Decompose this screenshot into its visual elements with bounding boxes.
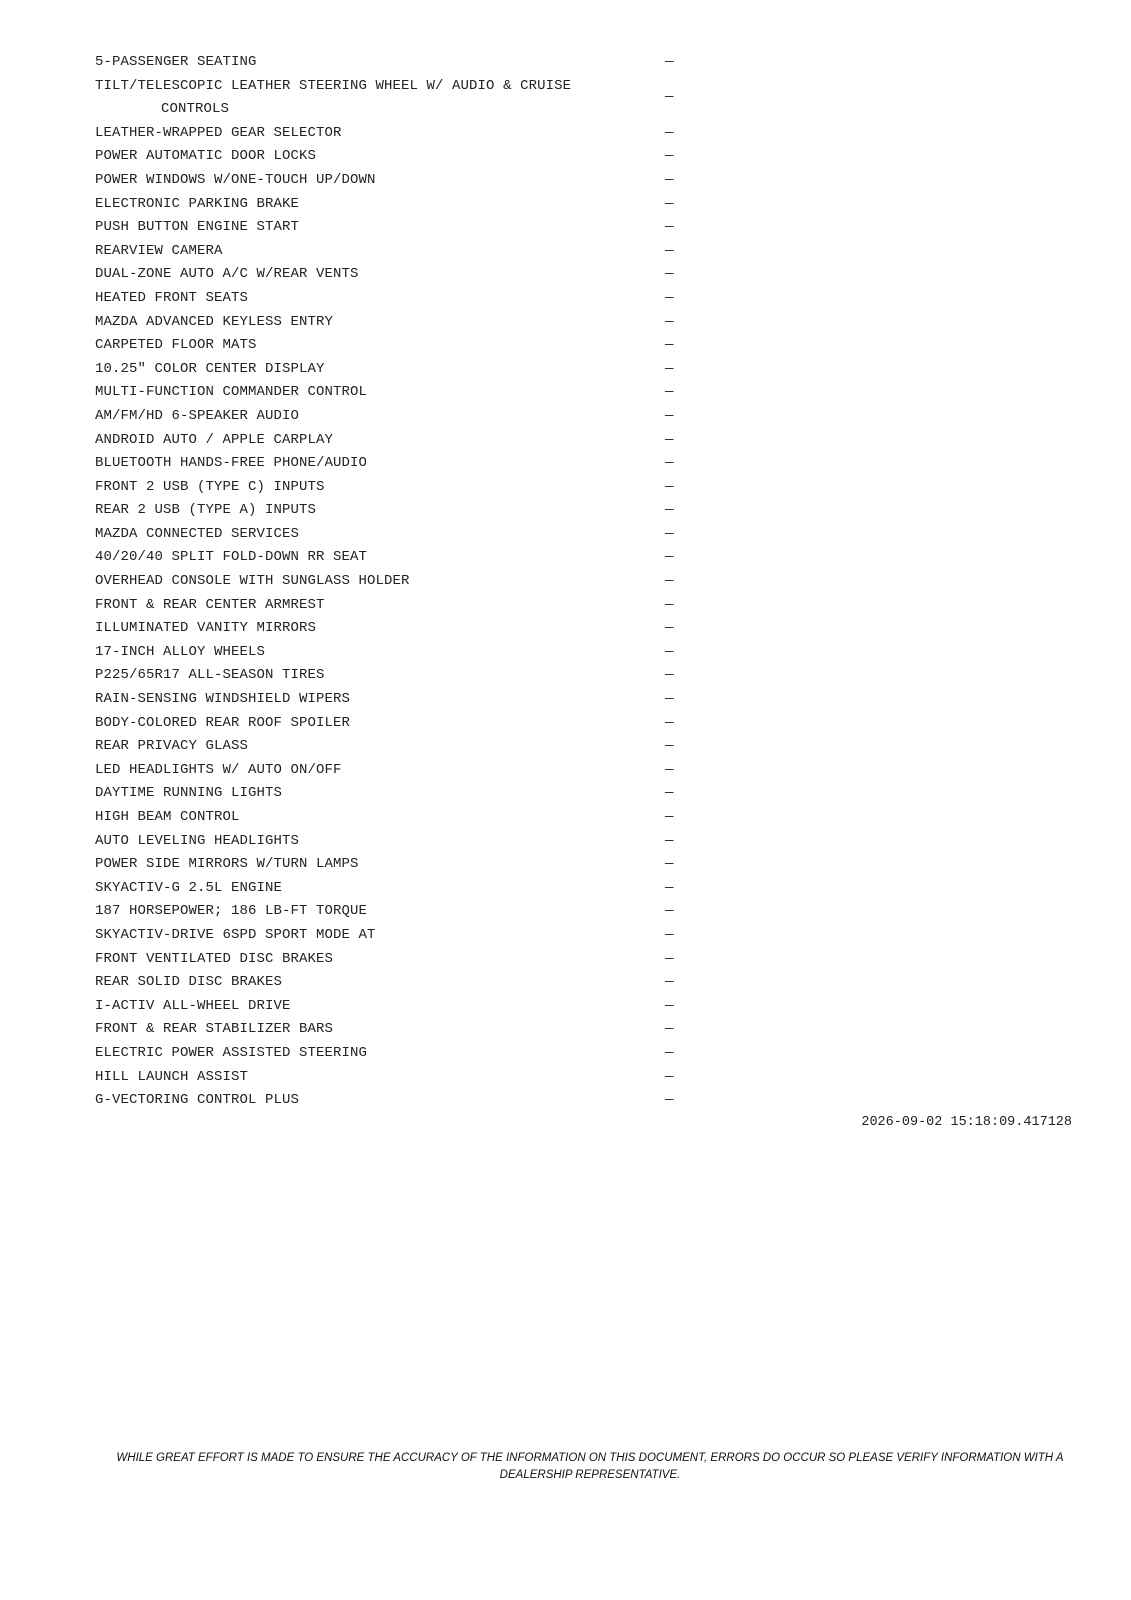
feature-row (95, 570, 695, 594)
feature-row (95, 51, 695, 75)
feature-name (95, 617, 665, 641)
feature-name (95, 782, 665, 806)
feature-row (95, 193, 695, 217)
feature-name (95, 570, 665, 594)
feature-name (95, 523, 665, 547)
feature-row (95, 311, 695, 335)
feature-row (95, 263, 695, 287)
feature-name (95, 145, 665, 169)
feature-name (95, 712, 665, 736)
feature-name (95, 546, 665, 570)
feature-name-text: I-ACTIV ALL-WHEEL DRIVE (95, 997, 291, 1014)
feature-row (95, 1066, 695, 1090)
feature-row (95, 971, 695, 995)
feature-name-text: AM/FM/HD 6-SPEAKER AUDIO (95, 407, 300, 424)
feature-value: — (665, 171, 674, 188)
feature-row (95, 735, 695, 759)
feature-row (95, 287, 695, 311)
feature-row (95, 499, 695, 523)
feature-name (95, 75, 665, 122)
feature-row (95, 75, 695, 122)
feature-name (95, 971, 665, 995)
feature-value: — (665, 691, 674, 708)
feature-value: — (665, 549, 674, 566)
feature-value: — (665, 879, 674, 896)
feature-row (95, 641, 695, 665)
feature-name (95, 240, 665, 264)
feature-value: — (665, 950, 674, 967)
feature-name-text: FRONT & REAR STABILIZER BARS (95, 1021, 334, 1038)
feature-row (95, 476, 695, 500)
feature-value: — (665, 1068, 674, 1085)
feature-value: — (665, 832, 674, 849)
feature-row (95, 1018, 695, 1042)
feature-value: — (665, 89, 674, 106)
feature-name (95, 806, 665, 830)
feature-row (95, 853, 695, 877)
feature-name-text: LEATHER-WRAPPED GEAR SELECTOR (95, 124, 342, 141)
feature-row (95, 1089, 695, 1113)
feature-name-text: AUTO LEVELING HEADLIGHTS (95, 832, 300, 849)
feature-value: — (665, 148, 674, 165)
feature-name-text: TILT/TELESCOPIC LEATHER STEERING WHEEL W/ AUDIO & CRUISE (95, 77, 572, 94)
feature-name (95, 405, 665, 429)
feature-row (95, 405, 695, 429)
feature-name (95, 641, 665, 665)
feature-name-text: 187 HORSEPOWER; 186 LB-FT TORQUE (95, 903, 368, 920)
feature-name-text: REAR SOLID DISC BRAKES (95, 974, 283, 991)
feature-name (95, 594, 665, 618)
feature-value: — (665, 1044, 674, 1061)
feature-name (95, 877, 665, 901)
feature-row (95, 452, 695, 476)
feature-name (95, 287, 665, 311)
feature-value: — (665, 219, 674, 236)
feature-name (95, 429, 665, 453)
feature-value: — (665, 455, 674, 472)
feature-row (95, 523, 695, 547)
feature-name-text: MULTI-FUNCTION COMMANDER CONTROL (95, 384, 368, 401)
feature-value: — (665, 997, 674, 1014)
feature-value: — (665, 502, 674, 519)
feature-row (95, 358, 695, 382)
feature-name-text: PUSH BUTTON ENGINE START (95, 219, 300, 236)
feature-row (95, 995, 695, 1019)
feature-name (95, 476, 665, 500)
feature-name-text: POWER SIDE MIRRORS W/TURN LAMPS (95, 856, 359, 873)
feature-name-text: CARPETED FLOOR MATS (95, 337, 257, 354)
feature-value: — (665, 337, 674, 354)
feature-value: — (665, 266, 674, 283)
feature-name (95, 216, 665, 240)
feature-name (95, 51, 665, 75)
feature-value: — (665, 643, 674, 660)
feature-name (95, 1042, 665, 1066)
feature-value: — (665, 289, 674, 306)
feature-row (95, 122, 695, 146)
feature-row (95, 688, 695, 712)
feature-name (95, 900, 665, 924)
feature-name (95, 452, 665, 476)
feature-name (95, 334, 665, 358)
feature-name (95, 735, 665, 759)
feature-name-text: 10.25" COLOR CENTER DISPLAY (95, 360, 325, 377)
feature-value: — (665, 1021, 674, 1038)
feature-name-text: ELECTRONIC PARKING BRAKE (95, 195, 300, 212)
feature-name (95, 830, 665, 854)
feature-value: — (665, 478, 674, 495)
feature-row (95, 806, 695, 830)
generated-timestamp: 2026-09-02 15:18:09.417128 (861, 1115, 1072, 1130)
feature-name-text: HILL LAUNCH ASSIST (95, 1068, 249, 1085)
feature-row (95, 830, 695, 854)
feature-name (95, 381, 665, 405)
feature-value: — (665, 856, 674, 873)
feature-value: — (665, 903, 674, 920)
feature-name-text: REAR 2 USB (TYPE A) INPUTS (95, 502, 317, 519)
disclaimer-text: WHILE GREAT EFFORT IS MADE TO ENSURE THE ACCURACY OF THE INFORMATION ON THIS DOCUMENT, ERRORS DO OCCUR SO PLEASE VERIFY INFORMATION WITH A DEALERSHIP REPRESENTATIVE. (116, 1452, 1064, 1481)
feature-name-text: OVERHEAD CONSOLE WITH SUNGLASS HOLDER (95, 573, 410, 590)
feature-row (95, 759, 695, 783)
feature-name-text: 40/20/40 SPLIT FOLD-DOWN RR SEAT (95, 549, 368, 566)
feature-name (95, 1018, 665, 1042)
feature-row (95, 429, 695, 453)
feature-name (95, 995, 665, 1019)
feature-name-text: DUAL-ZONE AUTO A/C W/REAR VENTS (95, 266, 359, 283)
feature-value: — (665, 738, 674, 755)
feature-name (95, 1066, 665, 1090)
feature-row (95, 216, 695, 240)
feature-row (95, 948, 695, 972)
feature-name-text: MAZDA CONNECTED SERVICES (95, 525, 300, 542)
feature-row (95, 924, 695, 948)
feature-row (95, 334, 695, 358)
feature-name (95, 1089, 665, 1113)
feature-list (95, 51, 695, 1113)
feature-name-text: RAIN-SENSING WINDSHIELD WIPERS (95, 691, 351, 708)
feature-name-text: FRONT & REAR CENTER ARMREST (95, 596, 325, 613)
feature-row (95, 877, 695, 901)
feature-name-text: POWER AUTOMATIC DOOR LOCKS (95, 148, 317, 165)
feature-name (95, 499, 665, 523)
feature-row (95, 782, 695, 806)
feature-name (95, 169, 665, 193)
feature-name-text: ELECTRIC POWER ASSISTED STEERING (95, 1044, 368, 1061)
feature-name (95, 358, 665, 382)
feature-row (95, 712, 695, 736)
feature-name-text: MAZDA ADVANCED KEYLESS ENTRY (95, 313, 334, 330)
feature-name-text: SKYACTIV-DRIVE 6SPD SPORT MODE AT (95, 926, 376, 943)
feature-value: — (665, 54, 674, 70)
feature-name-text: HEATED FRONT SEATS (95, 289, 249, 306)
feature-name (95, 759, 665, 783)
feature-value: — (665, 313, 674, 330)
feature-name-text: P225/65R17 ALL-SEASON TIRES (95, 667, 325, 684)
feature-name-text: DAYTIME RUNNING LIGHTS (95, 785, 283, 802)
feature-name-text: ILLUMINATED VANITY MIRRORS (95, 620, 317, 637)
feature-name-text: BLUETOOTH HANDS-FREE PHONE/AUDIO (95, 455, 368, 472)
feature-name-text: G-VECTORING CONTROL PLUS (95, 1092, 300, 1109)
feature-value: — (665, 761, 674, 778)
feature-value: — (665, 124, 674, 141)
feature-name (95, 688, 665, 712)
feature-name (95, 263, 665, 287)
feature-name-text: LED HEADLIGHTS W/ AUTO ON/OFF (95, 761, 342, 778)
feature-value: — (665, 360, 674, 377)
feature-name-text: 5-PASSENGER SEATING (95, 54, 257, 70)
feature-value: — (665, 785, 674, 802)
feature-name-text: FRONT 2 USB (TYPE C) INPUTS (95, 478, 325, 495)
feature-name (95, 853, 665, 877)
feature-name (95, 311, 665, 335)
feature-row (95, 240, 695, 264)
feature-name-text: POWER WINDOWS W/ONE-TOUCH UP/DOWN (95, 171, 376, 188)
feature-value: — (665, 926, 674, 943)
feature-row (95, 900, 695, 924)
feature-name (95, 924, 665, 948)
feature-name-text: BODY-COLORED REAR ROOF SPOILER (95, 714, 351, 731)
feature-name (95, 193, 665, 217)
feature-value: — (665, 667, 674, 684)
feature-name-text: 17-INCH ALLOY WHEELS (95, 643, 266, 660)
feature-name-text: FRONT VENTILATED DISC BRAKES (95, 950, 334, 967)
feature-name (95, 948, 665, 972)
feature-value: — (665, 809, 674, 825)
feature-value: — (665, 195, 674, 212)
feature-value: — (665, 1092, 674, 1109)
feature-value: — (665, 714, 674, 731)
feature-value: — (665, 525, 674, 542)
feature-value: — (665, 620, 674, 637)
feature-value: — (665, 407, 674, 424)
feature-value: — (665, 596, 674, 613)
feature-row (95, 617, 695, 641)
feature-name-text: HIGH BEAM CONTROL (95, 809, 240, 825)
feature-row (95, 664, 695, 688)
feature-name (95, 122, 665, 146)
feature-name-text: REARVIEW CAMERA (95, 242, 223, 259)
feature-name-text: REAR PRIVACY GLASS (95, 738, 249, 755)
feature-name-text: ANDROID AUTO / APPLE CARPLAY (95, 431, 334, 448)
feature-value: — (665, 431, 674, 448)
feature-value: — (665, 242, 674, 259)
feature-name (95, 664, 665, 688)
feature-row (95, 145, 695, 169)
feature-row (95, 594, 695, 618)
feature-value: — (665, 384, 674, 401)
feature-value: — (665, 573, 674, 590)
feature-name-text: SKYACTIV-G 2.5L ENGINE (95, 879, 283, 896)
feature-row (95, 546, 695, 570)
feature-name-continuation: CONTROLS (161, 101, 230, 118)
feature-row (95, 1042, 695, 1066)
feature-value: — (665, 974, 674, 991)
feature-row (95, 381, 695, 405)
feature-row (95, 169, 695, 193)
